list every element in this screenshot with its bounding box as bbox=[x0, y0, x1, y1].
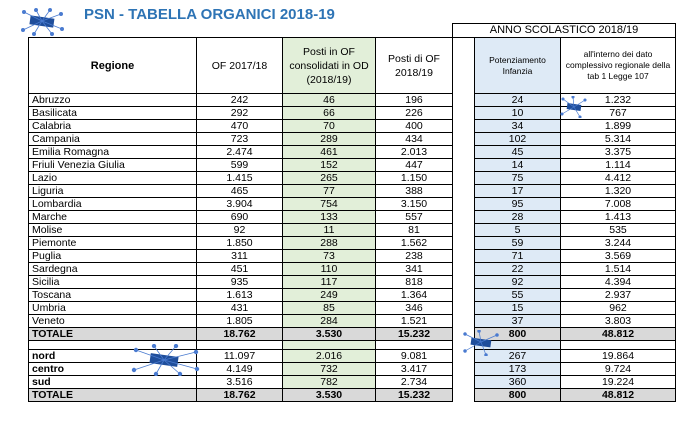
of-cell: 1.613 bbox=[197, 289, 283, 302]
cons-cell: 265 bbox=[283, 172, 376, 185]
int-cell: 19.864 bbox=[561, 350, 676, 363]
regione-cell: Umbria bbox=[29, 302, 197, 315]
regione-cell: Abruzzo bbox=[29, 94, 197, 107]
network-logo-areas-icon bbox=[130, 344, 200, 376]
posti-cell: 238 bbox=[376, 250, 453, 263]
cons-cell: 117 bbox=[283, 276, 376, 289]
regione-cell: centro bbox=[29, 363, 197, 376]
totale2-of: 18.762 bbox=[197, 389, 283, 402]
posti-cell: 2.013 bbox=[376, 146, 453, 159]
gap-cell bbox=[453, 133, 475, 146]
of-cell: 690 bbox=[197, 211, 283, 224]
anno-scolastico-header: ANNO SCOLASTICO 2018/19 bbox=[453, 24, 676, 38]
int-cell: 4.412 bbox=[561, 172, 676, 185]
pot-cell: 10 bbox=[475, 107, 561, 120]
pot-cell: 34 bbox=[475, 120, 561, 133]
of-cell: 92 bbox=[197, 224, 283, 237]
pot-cell: 92 bbox=[475, 276, 561, 289]
table-row bbox=[29, 211, 676, 224]
regione-cell: Friuli Venezia Giulia bbox=[29, 159, 197, 172]
cons-cell: 782 bbox=[283, 376, 376, 389]
posti-cell: 3.150 bbox=[376, 198, 453, 211]
regione-cell: Calabria bbox=[29, 120, 197, 133]
regione-cell: Basilicata bbox=[29, 107, 197, 120]
table-row bbox=[29, 159, 676, 172]
network-logo-small-icon bbox=[560, 96, 588, 118]
posti-cell: 9.081 bbox=[376, 350, 453, 363]
totale-posti: 15.232 bbox=[376, 328, 453, 341]
int-cell: 767 bbox=[561, 107, 676, 120]
table-row bbox=[29, 146, 676, 159]
table-row bbox=[29, 289, 676, 302]
of-cell: 4.149 bbox=[197, 363, 283, 376]
gap-cell bbox=[453, 185, 475, 198]
pot-cell: 75 bbox=[475, 172, 561, 185]
totale2-int: 48.812 bbox=[561, 389, 676, 402]
table-row bbox=[29, 237, 676, 250]
posti-cell: 226 bbox=[376, 107, 453, 120]
network-logo-total-icon bbox=[462, 330, 500, 356]
int-cell: 1.514 bbox=[561, 263, 676, 276]
of-cell: 935 bbox=[197, 276, 283, 289]
int-cell: 1.899 bbox=[561, 120, 676, 133]
regione-cell: Lazio bbox=[29, 172, 197, 185]
pot-cell: 28 bbox=[475, 211, 561, 224]
posti-cell: 818 bbox=[376, 276, 453, 289]
table-row bbox=[29, 224, 676, 237]
area-row bbox=[29, 376, 676, 389]
cons-cell: 66 bbox=[283, 107, 376, 120]
of-cell: 242 bbox=[197, 94, 283, 107]
posti-cell: 434 bbox=[376, 133, 453, 146]
regione-cell: Campania bbox=[29, 133, 197, 146]
regione-cell: Sicilia bbox=[29, 276, 197, 289]
totale2-cons: 3.530 bbox=[283, 389, 376, 402]
table-row bbox=[29, 302, 676, 315]
of-cell: 1.850 bbox=[197, 237, 283, 250]
int-cell: 3.569 bbox=[561, 250, 676, 263]
int-cell: 1.232 bbox=[561, 94, 676, 107]
posti-cell: 447 bbox=[376, 159, 453, 172]
posti-cell: 2.734 bbox=[376, 376, 453, 389]
of-cell: 1.415 bbox=[197, 172, 283, 185]
cons-cell: 133 bbox=[283, 211, 376, 224]
gap-cell bbox=[453, 276, 475, 289]
regione-cell: Liguria bbox=[29, 185, 197, 198]
regione-cell: Marche bbox=[29, 211, 197, 224]
table-row bbox=[29, 172, 676, 185]
header-regione: Regione bbox=[29, 38, 197, 94]
totale-pot: 800 bbox=[475, 328, 561, 341]
totale2-pot: 800 bbox=[475, 389, 561, 402]
regione-cell: Puglia bbox=[29, 250, 197, 263]
regione-cell: Lombardia bbox=[29, 198, 197, 211]
header-consolidati: Posti in OF consolidati in OD (2018/19) bbox=[283, 38, 376, 94]
int-cell: 1.413 bbox=[561, 211, 676, 224]
header-posti-of: Posti di OF 2018/19 bbox=[376, 38, 453, 94]
cons-cell: 152 bbox=[283, 159, 376, 172]
pot-cell: 37 bbox=[475, 315, 561, 328]
totale-of: 18.762 bbox=[197, 328, 283, 341]
regione-cell: Molise bbox=[29, 224, 197, 237]
of-cell: 3.904 bbox=[197, 198, 283, 211]
of-cell: 465 bbox=[197, 185, 283, 198]
cons-cell: 46 bbox=[283, 94, 376, 107]
regione-cell: Emilia Romagna bbox=[29, 146, 197, 159]
pot-cell: 15 bbox=[475, 302, 561, 315]
int-cell: 1.114 bbox=[561, 159, 676, 172]
posti-cell: 557 bbox=[376, 211, 453, 224]
regione-cell: Piemonte bbox=[29, 237, 197, 250]
int-cell: 19.224 bbox=[561, 376, 676, 389]
cons-cell: 289 bbox=[283, 133, 376, 146]
int-cell: 3.244 bbox=[561, 237, 676, 250]
of-cell: 470 bbox=[197, 120, 283, 133]
posti-cell: 1.150 bbox=[376, 172, 453, 185]
organici-table bbox=[28, 23, 676, 402]
of-cell: 723 bbox=[197, 133, 283, 146]
header-interno: all'interno dei dato complessivo regionale della tab 1 Legge 107 bbox=[561, 38, 676, 94]
int-cell: 4.394 bbox=[561, 276, 676, 289]
posti-cell: 3.417 bbox=[376, 363, 453, 376]
posti-cell: 81 bbox=[376, 224, 453, 237]
gap-cell bbox=[453, 376, 475, 389]
cons-cell: 70 bbox=[283, 120, 376, 133]
pot-cell: 14 bbox=[475, 159, 561, 172]
regione-cell: Toscana bbox=[29, 289, 197, 302]
posti-cell: 1.521 bbox=[376, 315, 453, 328]
gap-cell bbox=[453, 250, 475, 263]
header-potenziamento: Potenziamento Infanzia bbox=[475, 38, 561, 94]
posti-cell: 400 bbox=[376, 120, 453, 133]
of-cell: 2.474 bbox=[197, 146, 283, 159]
int-cell: 5.314 bbox=[561, 133, 676, 146]
gap-cell bbox=[453, 363, 475, 376]
cons-cell: 288 bbox=[283, 237, 376, 250]
totale-int: 48.812 bbox=[561, 328, 676, 341]
table-row bbox=[29, 185, 676, 198]
int-cell: 535 bbox=[561, 224, 676, 237]
gap-cell bbox=[453, 302, 475, 315]
table-row bbox=[29, 263, 676, 276]
area-row bbox=[29, 350, 676, 363]
gap-cell bbox=[453, 159, 475, 172]
totale2-label: TOTALE bbox=[29, 389, 197, 402]
header-of: OF 2017/18 bbox=[197, 38, 283, 94]
cons-cell: 732 bbox=[283, 363, 376, 376]
gap-cell bbox=[453, 94, 475, 107]
page-title: PSN - TABELLA ORGANICI 2018-19 bbox=[84, 6, 335, 23]
pot-cell: 173 bbox=[475, 363, 561, 376]
int-cell: 2.937 bbox=[561, 289, 676, 302]
posti-cell: 1.562 bbox=[376, 237, 453, 250]
int-cell: 1.320 bbox=[561, 185, 676, 198]
table-row bbox=[29, 250, 676, 263]
of-cell: 1.805 bbox=[197, 315, 283, 328]
gap-cell bbox=[453, 146, 475, 159]
pot-cell: 102 bbox=[475, 133, 561, 146]
pot-cell: 17 bbox=[475, 185, 561, 198]
cons-cell: 284 bbox=[283, 315, 376, 328]
table-row bbox=[29, 133, 676, 146]
cons-cell: 77 bbox=[283, 185, 376, 198]
pot-cell: 22 bbox=[475, 263, 561, 276]
gap-cell bbox=[453, 237, 475, 250]
regione-cell: nord bbox=[29, 350, 197, 363]
cons-cell: 2.016 bbox=[283, 350, 376, 363]
of-cell: 599 bbox=[197, 159, 283, 172]
cons-cell: 73 bbox=[283, 250, 376, 263]
int-cell: 7.008 bbox=[561, 198, 676, 211]
int-cell: 962 bbox=[561, 302, 676, 315]
table-row bbox=[29, 120, 676, 133]
totale-cons: 3.530 bbox=[283, 328, 376, 341]
cons-cell: 11 bbox=[283, 224, 376, 237]
area-row bbox=[29, 363, 676, 376]
gap-cell bbox=[453, 198, 475, 211]
int-cell: 9.724 bbox=[561, 363, 676, 376]
posti-cell: 341 bbox=[376, 263, 453, 276]
cons-cell: 249 bbox=[283, 289, 376, 302]
of-cell: 431 bbox=[197, 302, 283, 315]
table-row bbox=[29, 315, 676, 328]
cons-cell: 754 bbox=[283, 198, 376, 211]
cons-cell: 85 bbox=[283, 302, 376, 315]
cons-cell: 461 bbox=[283, 146, 376, 159]
gap-cell bbox=[453, 120, 475, 133]
of-cell: 292 bbox=[197, 107, 283, 120]
int-cell: 3.803 bbox=[561, 315, 676, 328]
int-cell: 3.375 bbox=[561, 146, 676, 159]
cons-cell: 110 bbox=[283, 263, 376, 276]
of-cell: 3.516 bbox=[197, 376, 283, 389]
posti-cell: 1.364 bbox=[376, 289, 453, 302]
gap-cell bbox=[453, 315, 475, 328]
regione-cell: sud bbox=[29, 376, 197, 389]
posti-cell: 196 bbox=[376, 94, 453, 107]
gap-cell bbox=[453, 263, 475, 276]
pot-cell: 360 bbox=[475, 376, 561, 389]
pot-cell: 55 bbox=[475, 289, 561, 302]
table-row bbox=[29, 276, 676, 289]
of-cell: 311 bbox=[197, 250, 283, 263]
pot-cell: 71 bbox=[475, 250, 561, 263]
table-row bbox=[29, 198, 676, 211]
regione-cell: Sardegna bbox=[29, 263, 197, 276]
regione-cell: Veneto bbox=[29, 315, 197, 328]
pot-cell: 5 bbox=[475, 224, 561, 237]
gap-cell bbox=[453, 211, 475, 224]
gap-cell bbox=[453, 289, 475, 302]
of-cell: 451 bbox=[197, 263, 283, 276]
pot-cell: 95 bbox=[475, 198, 561, 211]
gap-cell bbox=[453, 172, 475, 185]
posti-cell: 346 bbox=[376, 302, 453, 315]
pot-cell: 24 bbox=[475, 94, 561, 107]
gap-cell bbox=[453, 224, 475, 237]
pot-cell: 267 bbox=[475, 350, 561, 363]
of-cell: 11.097 bbox=[197, 350, 283, 363]
posti-cell: 388 bbox=[376, 185, 453, 198]
gap-cell bbox=[453, 107, 475, 120]
pot-cell: 45 bbox=[475, 146, 561, 159]
totale2-posti: 15.232 bbox=[376, 389, 453, 402]
pot-cell: 59 bbox=[475, 237, 561, 250]
totale-label: TOTALE bbox=[29, 328, 197, 341]
